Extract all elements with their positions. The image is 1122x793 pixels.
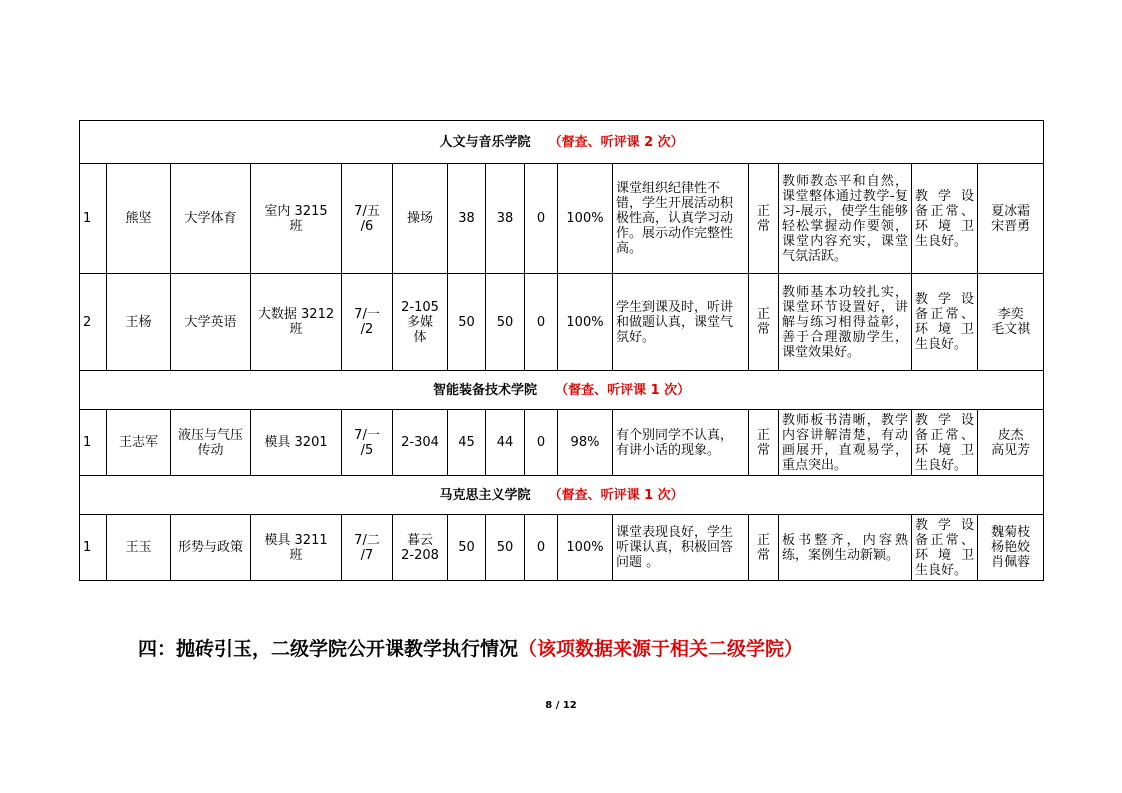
class-location-line: 操场 (406, 211, 433, 226)
section-four-title: 四：抛砖引玉，二级学院公开课教学执行情况 (138, 638, 519, 660)
class-time (342, 164, 393, 274)
teaching-status-line: 正 (756, 532, 770, 548)
absent-count: 0 (525, 164, 558, 274)
attendance-rate: 100% (558, 515, 613, 581)
class-location-line: 多媒 (406, 314, 433, 330)
environment-note: 教 学 设备正常、环 境 卫生良好。 (912, 164, 978, 274)
class-location (393, 164, 448, 274)
absent-count: 0 (525, 274, 558, 371)
actual-count: 38 (486, 164, 525, 274)
section-header-row (80, 476, 1044, 515)
course-name: 形势与政策 (171, 515, 251, 581)
class-location-line: 体 (413, 329, 427, 345)
class-time (342, 515, 393, 581)
class-location (393, 410, 448, 476)
inspection-table (79, 120, 1044, 581)
teacher-evaluation: 教师基本功较扎实，课堂环节设置好，讲解与练习相得益彰，善于合理激励学生，课堂效果好。 (779, 274, 912, 371)
class-name-line: 班 (289, 547, 303, 563)
table-row (80, 410, 1044, 476)
attendance-rate: 98% (558, 410, 613, 476)
section-header-row (80, 121, 1044, 164)
class-name (251, 164, 342, 274)
table-row (80, 274, 1044, 371)
class-name (251, 274, 342, 371)
class-time-line: 7/二 (354, 532, 380, 548)
class-name-line: 班 (289, 218, 303, 234)
inspectors-line: 毛文祺 (991, 322, 1031, 337)
teacher-name: 王志军 (107, 410, 171, 476)
row-number: 1 (80, 410, 107, 476)
table-row (80, 515, 1044, 581)
class-time-line: 7/一 (354, 307, 380, 322)
teaching-status-line: 常 (756, 322, 770, 337)
expected-count: 38 (448, 164, 486, 274)
class-location-line: 2-105 (401, 299, 439, 315)
environment-note: 教 学 设备正常、环 境 卫生良好。 (912, 515, 978, 581)
inspectors (978, 274, 1044, 371)
attendance-rate: 100% (558, 164, 613, 274)
section-header-row (80, 371, 1044, 410)
teaching-status (749, 164, 779, 274)
class-name-line: 模具 3201 (264, 435, 328, 450)
teacher-name: 王杨 (107, 274, 171, 371)
attendance-rate: 100% (558, 274, 613, 371)
class-location (393, 515, 448, 581)
section-title: 人文与音乐学院 (439, 134, 531, 150)
row-number: 1 (80, 164, 107, 274)
course-name: 大学体育 (171, 164, 251, 274)
section-note: （督查、听评课 1 次） (548, 487, 684, 503)
inspectors-line: 高见芳 (991, 442, 1031, 458)
expected-count: 50 (448, 274, 486, 371)
class-name-line: 班 (289, 322, 303, 337)
expected-count: 45 (448, 410, 486, 476)
section-header (80, 371, 1044, 410)
section-title: 马克思主义学院 (439, 487, 531, 503)
inspectors (978, 164, 1044, 274)
row-number: 2 (80, 274, 107, 371)
teacher-name: 王玉 (107, 515, 171, 581)
teaching-status (749, 274, 779, 371)
table-row (80, 164, 1044, 274)
inspectors-line: 李奕 (997, 307, 1024, 322)
student-evaluation: 学生到课及时，听讲和做题认真，课堂气氛好。 (613, 274, 749, 371)
class-time-line: /2 (360, 322, 374, 337)
class-time-line: /6 (360, 218, 374, 234)
class-location-line: 暮云 (406, 532, 433, 548)
teaching-status (749, 410, 779, 476)
course-name: 大学英语 (171, 274, 251, 371)
class-name-line: 大数据 3212 (257, 307, 335, 322)
inspectors (978, 410, 1044, 476)
inspectors-line: 肖佩蓉 (991, 555, 1031, 570)
teaching-status-line: 常 (756, 218, 770, 234)
class-time-line: /5 (360, 442, 374, 458)
class-location-line: 2-208 (401, 547, 439, 563)
inspectors-line: 皮杰 (997, 427, 1024, 443)
section-header (80, 121, 1044, 164)
class-time-line: 7/五 (354, 203, 380, 219)
student-evaluation: 课堂表现良好，学生听课认真，积极回答问题 。 (613, 515, 749, 581)
absent-count: 0 (525, 410, 558, 476)
actual-count: 50 (486, 515, 525, 581)
teaching-status (749, 515, 779, 581)
class-name (251, 410, 342, 476)
inspectors (978, 515, 1044, 581)
expected-count: 50 (448, 515, 486, 581)
inspectors-line: 夏冰霜 (991, 203, 1031, 219)
teacher-evaluation: 板书整齐，内容熟练，案例生动新颖。 (779, 515, 912, 581)
teaching-status-line: 正 (756, 203, 770, 219)
section-four-heading (138, 634, 803, 661)
course-name: 液压与气压传动 (171, 410, 251, 476)
class-name-line: 模具 3211 (264, 532, 328, 548)
teaching-status-line: 正 (756, 307, 770, 322)
inspectors-line: 杨艳姣 (991, 540, 1031, 555)
class-name-line: 室内 3215 (264, 203, 328, 219)
teacher-evaluation: 教师教态平和自然，课堂整体通过教学-复习-展示，使学生能够轻松掌握动作要领，课堂内容充实，课堂气氛活跃。 (779, 164, 912, 274)
class-location (393, 274, 448, 371)
actual-count: 44 (486, 410, 525, 476)
student-evaluation: 有个别同学不认真，有讲小话的现象。 (613, 410, 749, 476)
actual-count: 50 (486, 274, 525, 371)
section-header (80, 476, 1044, 515)
absent-count: 0 (525, 515, 558, 581)
class-name (251, 515, 342, 581)
teacher-name: 熊坚 (107, 164, 171, 274)
teacher-evaluation: 教师板书清晰，教学内容讲解清楚，有动画展开，直观易学，重点突出。 (779, 410, 912, 476)
environment-note: 教 学 设备正常、环 境 卫生良好。 (912, 274, 978, 371)
inspectors-line: 魏菊枝 (991, 525, 1031, 540)
class-time-line: /7 (360, 547, 374, 563)
class-time (342, 274, 393, 371)
student-evaluation: 课堂组织纪律性不错，学生开展活动积极性高，认真学习动作。展示动作完整性高。 (613, 164, 749, 274)
row-number: 1 (80, 515, 107, 581)
page-number: 8 / 12 (545, 700, 577, 711)
class-location-line: 2-304 (401, 435, 439, 450)
teaching-status-line: 常 (756, 547, 770, 563)
section-note: （督查、听评课 1 次） (555, 382, 691, 398)
section-four-note: （该项数据来源于相关二级学院） (518, 638, 804, 660)
teaching-status-line: 正 (756, 427, 770, 443)
class-time (342, 410, 393, 476)
class-time-line: 7/一 (354, 427, 380, 443)
section-note: （督查、听评课 2 次） (548, 134, 684, 150)
inspectors-line: 宋晋勇 (991, 218, 1031, 234)
section-title: 智能装备技术学院 (433, 382, 538, 398)
environment-note: 教 学 设备正常、环 境 卫生良好。 (912, 410, 978, 476)
teaching-status-line: 常 (756, 442, 770, 458)
